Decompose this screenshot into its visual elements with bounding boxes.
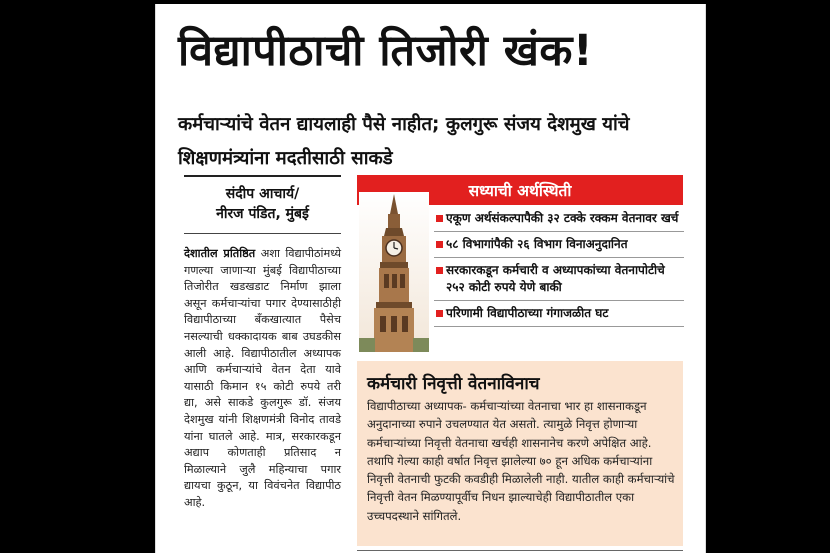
byline [184,184,341,224]
subheadline: कर्मचाऱ्यांचे वेतन द्यायलाही पैसे नाहीत; कुलगुरू संजय देशमुख यांचे शिक्षणमंत्र्यांना मदतीसाठी साकडे [178,114,630,169]
byline-top-rule [184,175,341,177]
article-body [184,246,341,512]
list-item: एकूण अर्थसंकल्पापैकी ३२ टक्के रक्कम वेतनावर खर्च [434,210,684,232]
sidebar-bullets [434,210,684,331]
byline-line-1: संदीप आचार्य/ [225,186,300,202]
list-item: सरकारकडून कर्मचारी व अध्यापकांच्या वेतनापोटीचे २५२ कोटी रुपये येणे बाकी [434,262,684,301]
box-title: कर्मचारी निवृत्ती वेतनाविनाच [367,374,540,394]
headline: विद्यापीठाची तिजोरी खंक! [178,26,594,76]
pension-box [357,361,683,546]
byline-line-2: नीरज पंडित, मुंबई [216,206,309,222]
list-item: परिणामी विद्यापीठाच्या गंगाजळीत घट [434,305,684,327]
list-item: ५८ विभागांपैकी २६ विभाग विनाअनुदानित [434,236,684,258]
sidebar-banner: सध्याची अर्थस्थिती [357,175,683,205]
box-text: विद्यापीठाच्या अध्यापक- कर्मचाऱ्यांच्या वेतनाचा भार हा शासनाकडून अनुदानाच्या रुपाने उचलण्यात येत असतो. त्यामुळे निवृत्त होणाऱ्या कर्मचाऱ्यांच्या निवृत्ती वेतनाचा खर्चही शासनानेच करणे अपेक्षित आहे. तथापि गेल्या काही वर्षात निवृत्त झालेल्या ७० हून अधिक कर्मचाऱ्यांना निवृत्ती वेतनाची फुटकी कवडीही मिळालेली नाही. यातील काही कर्मचाऱ्यांचे निवृत्ती वेतन मिळण्यापूर्वीच निधन झाल्याचेही विद्यापीठातील एका उच्चपदस्थाने सांगितले. [367,399,675,523]
byline-bottom-rule [184,233,341,234]
article-body-text: अशा विद्यापीठांमध्ये गणल्या जाणाऱ्या मुंबई विद्यापीठाच्या तिजोरीत खडखडाट निर्माण झाला असून कर्मचाऱ्यांचा पगार देण्यासाठीही विद्यापीठाच्या बँकखात्यात पैसेच नसल्याची धक्कादायक बाब उघडकीस आली आहे. विद्यापीठातील अध्यापक आणि कर्मचाऱ्यांचे वेतन देता यावे यासाठी किमान १५ कोटी रुपये तरी द्या, असे साकडे कुलगुरू डॉ. संजय देशमुख यांनी शिक्षणमंत्री विनोद तावडे यांना घातले आहे. मात्र, सरकारकडून अद्याप कोणताही प्रतिसाद न मिळाल्याने जुलै महिन्याचा पगार द्यायचा कुठून, या विवंचनेत विद्यापीठ आहे. [184,247,342,509]
bottom-rule [357,550,683,551]
newspaper-clipping [155,4,706,553]
lead-word: देशातील प्रतिष्ठित [184,247,256,260]
clock-tower-icon [359,192,429,352]
